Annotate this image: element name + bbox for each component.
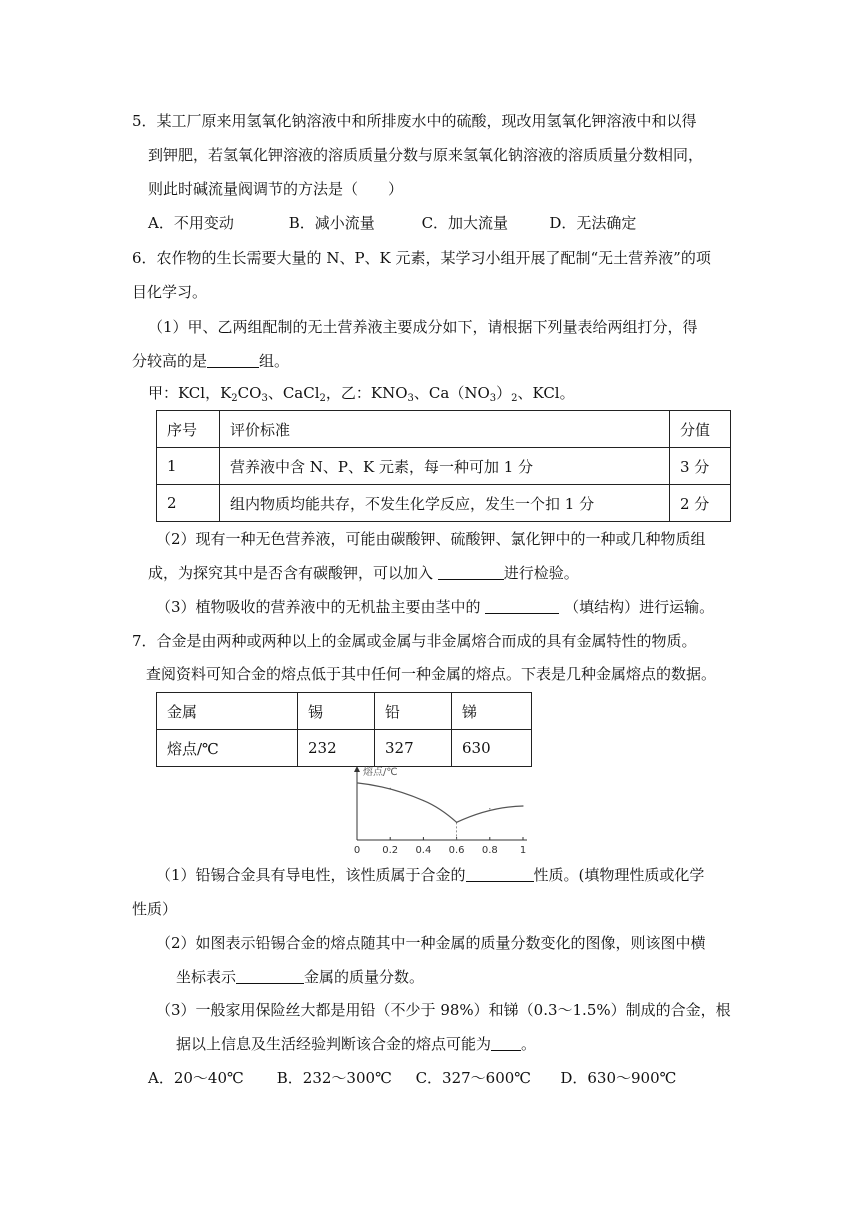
q6-part2-text-b: 进行检验。 xyxy=(503,564,579,582)
q7-part3-answer-blank[interactable] xyxy=(491,1035,521,1051)
table-header-cell: 锡 xyxy=(298,693,375,730)
formula-sub: 3 xyxy=(407,393,414,404)
q7-option-c[interactable]: C．327～600℃ xyxy=(415,1069,532,1087)
table-cell: 2 分 xyxy=(670,485,731,522)
q5-stem-line2: 到钾肥，若氢氧化钾溶液的溶质质量分数与原来氢氧化钠溶液的溶质质量分数相同， xyxy=(148,146,704,164)
q7-part1-line2: 性质） xyxy=(132,900,178,918)
data-point xyxy=(390,788,391,789)
q7-part1-line1 xyxy=(156,865,704,885)
data-point xyxy=(489,808,490,809)
q6-part3-line xyxy=(156,597,714,617)
table-row xyxy=(157,448,731,485)
formula-close: ） xyxy=(496,384,512,402)
q7-part2-line2 xyxy=(176,967,424,987)
data-point xyxy=(356,782,357,783)
q5-option-c[interactable]: C．加大流量 xyxy=(421,214,509,232)
x-tick-label: 0 xyxy=(353,845,361,856)
formula-co: CO xyxy=(237,384,262,402)
q6-part2-line2 xyxy=(148,563,579,583)
q6-part1-line2 xyxy=(132,351,289,371)
formula-sub: 3 xyxy=(261,393,268,404)
table-header-cell: 序号 xyxy=(157,411,220,448)
table-row xyxy=(157,730,532,767)
q7-melting-point-table xyxy=(156,692,532,767)
q6-part2-line1: （2）现有一种无色营养液，可能由碳酸钾、硫酸钾、氯化钾中的一种或几种物质组 xyxy=(156,530,706,548)
table-cell: 1 xyxy=(157,448,220,485)
q5-stem-line3: 则此时碱流量阀调节的方法是（ ） xyxy=(148,180,404,198)
table-cell: 3 分 xyxy=(670,448,731,485)
q7-part1-text-b: 性质。(填物理性质或化学 xyxy=(533,866,705,884)
q6-stem-line2: 目化学习。 xyxy=(132,283,208,301)
table-header-cell: 评价标准 xyxy=(220,411,670,448)
data-point xyxy=(423,800,424,801)
q7-option-a[interactable]: A．20～40℃ xyxy=(148,1069,244,1087)
q6-formula-line xyxy=(148,383,575,403)
table-header-row xyxy=(157,411,731,448)
q6-part2-text-a: 成，为探究其中是否含有碳酸钾，可以加入 xyxy=(148,564,434,582)
x-tick-label: 1 xyxy=(519,845,527,856)
q6-part2-answer-blank[interactable] xyxy=(438,564,504,580)
data-point xyxy=(522,805,523,806)
q5-options xyxy=(148,213,636,233)
table-cell: 组内物质均能共存，不发生化学反应，发生一个扣 1 分 xyxy=(220,485,670,522)
q7-stem-line2: 查阅资料可知合金的熔点低于其中任何一种金属的熔点。下表是几种金属熔点的数据。 xyxy=(146,665,717,683)
q6-part1-text-b: 组。 xyxy=(259,352,290,370)
x-tick-label: 0.2 xyxy=(382,845,399,856)
q6-part1-line1: （1）甲、乙两组配制的无土营养液主要成分如下，请根据下列量表给两组打分，得 xyxy=(148,318,698,336)
x-tick-label: 0.8 xyxy=(481,845,498,856)
q6-part3-answer-blank[interactable] xyxy=(485,598,559,614)
q5-option-a[interactable]: A．不用变动 xyxy=(148,214,234,232)
y-axis-label: 熔点/℃ xyxy=(363,767,398,778)
q7-part1-answer-blank[interactable] xyxy=(466,866,534,882)
x-tick-label: 0.6 xyxy=(448,845,465,856)
q6-scoring-table xyxy=(156,410,731,522)
q7-part2-text-a: 坐标表示 xyxy=(176,968,237,986)
q7-part3-line2 xyxy=(176,1034,536,1054)
table-cell: 营养液中含 N、P、K 元素，每一种可加 1 分 xyxy=(220,448,670,485)
table-cell: 232 xyxy=(298,730,375,767)
q6-part1-text-a: 分较高的是 xyxy=(132,352,208,370)
data-point xyxy=(456,822,457,823)
formula-yi: ，乙：KNO xyxy=(325,384,408,402)
formula-jia: 甲：KCl，K xyxy=(148,384,232,402)
q7-part2-answer-blank[interactable] xyxy=(236,968,304,984)
q7-part1-text-a: （1）铅锡合金具有导电性，该性质属于合金的 xyxy=(156,866,466,884)
q7-part2-text-b: 金属的质量分数。 xyxy=(304,968,425,986)
table-header-row xyxy=(157,693,532,730)
formula-ca-no: 、Ca（NO xyxy=(413,384,490,402)
q7-part2-line1: （2）如图表示铅锡合金的熔点随其中一种金属的质量分数变化的图像，则该图中横 xyxy=(156,934,706,952)
q7-option-b[interactable]: B．232～300℃ xyxy=(276,1069,392,1087)
q7-option-d[interactable]: D．630～900℃ xyxy=(560,1069,677,1087)
q6-part1-answer-blank[interactable] xyxy=(207,352,259,368)
q5-option-d[interactable]: D．无法确定 xyxy=(549,214,637,232)
table-cell: 327 xyxy=(375,730,452,767)
table-header-cell: 分值 xyxy=(670,411,731,448)
alloy-melting-point-chart xyxy=(335,764,545,860)
q7-options xyxy=(148,1068,676,1088)
q6-part3-text-b: （填结构）进行运输。 xyxy=(564,598,715,616)
formula-cacl: 、CaCl xyxy=(267,384,320,402)
q5-stem-line1: 5．某工厂原来用氢氧化钠溶液中和所排废水中的硫酸，现改用氢氧化钾溶液中和以得 xyxy=(132,112,697,130)
table-cell: 630 xyxy=(452,730,532,767)
formula-sub: 2 xyxy=(511,393,518,404)
formula-sub: 3 xyxy=(489,393,497,404)
q5-option-b[interactable]: B．减小流量 xyxy=(288,214,375,232)
formula-sub: 2 xyxy=(231,393,238,404)
q7-part3-line1: （3）一般家用保险丝大都是用铅（不少于 98%）和锑（0.3～1.5%）制成的合金，根 xyxy=(156,1001,731,1019)
table-header-cell: 铅 xyxy=(375,693,452,730)
chart-layer xyxy=(354,765,527,856)
q7-part3-text-b: 。 xyxy=(521,1035,537,1053)
table-cell: 熔点/℃ xyxy=(157,730,298,767)
melting-point-curve xyxy=(357,783,523,822)
table-header-cell: 锑 xyxy=(452,693,532,730)
table-cell: 2 xyxy=(157,485,220,522)
q6-part3-text-a: （3）植物吸收的营养液中的无机盐主要由茎中的 xyxy=(156,598,481,616)
q7-stem-line1: 7．合金是由两种或两种以上的金属或金属与非金属熔合而成的具有金属特性的物质。 xyxy=(132,632,697,650)
q6-stem-line1: 6．农作物的生长需要大量的 N、P、K 元素，某学习小组开展了配制“无土营养液”的项 xyxy=(132,249,711,267)
table-row xyxy=(157,485,731,522)
x-tick-label: 0.4 xyxy=(415,845,432,856)
formula-sub: 2 xyxy=(319,393,326,404)
y-axis-arrow xyxy=(354,766,360,772)
table-header-cell: 金属 xyxy=(157,693,298,730)
formula-kcl: 、KCl。 xyxy=(517,384,575,402)
q7-part3-text-a: 据以上信息及生活经验判断该合金的熔点可能为 xyxy=(176,1035,492,1053)
